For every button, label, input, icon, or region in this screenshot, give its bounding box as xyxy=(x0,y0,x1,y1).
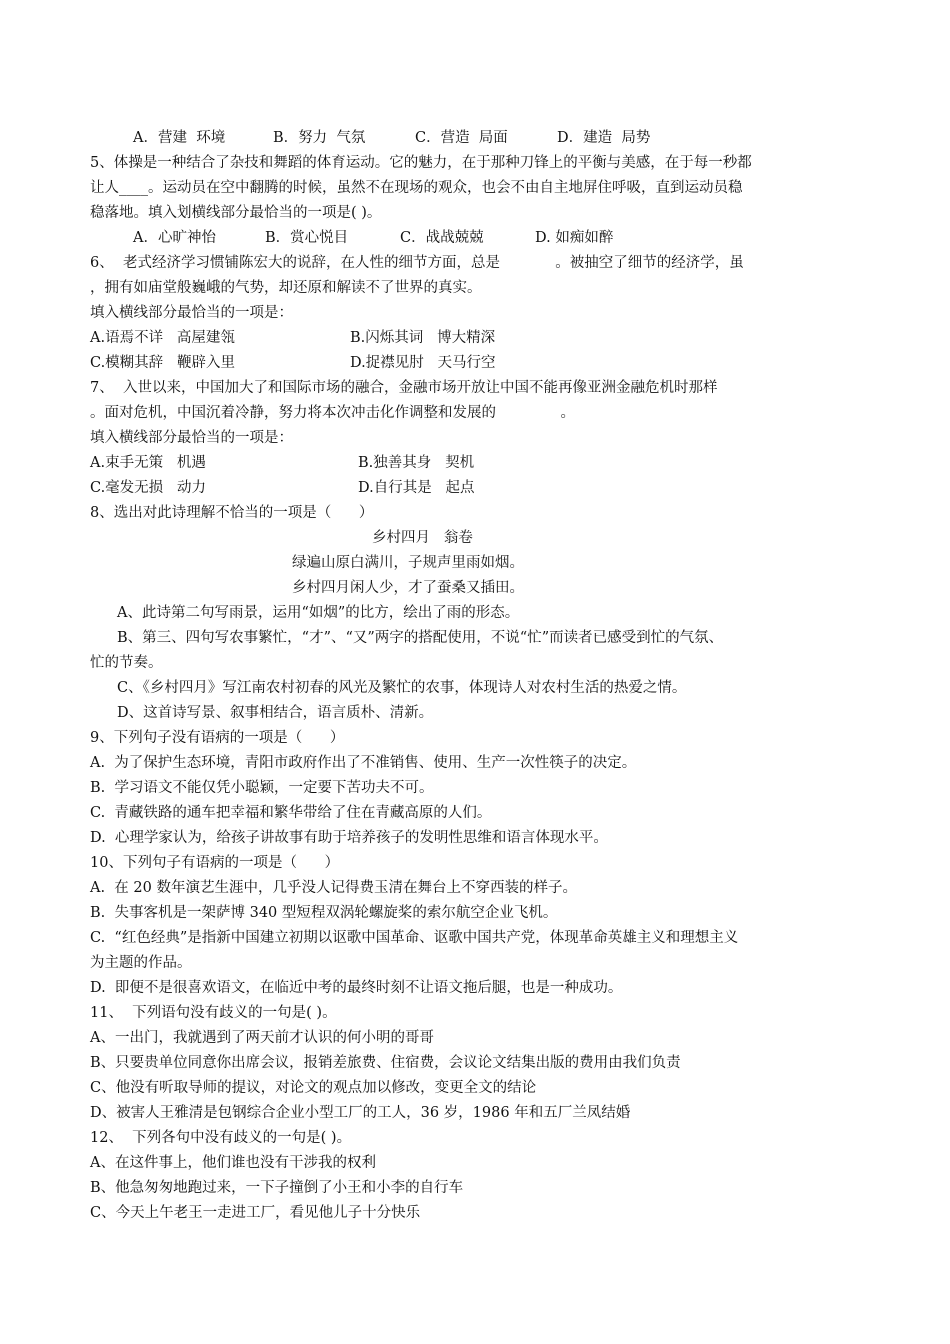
q6-prompt: 填入横线部分最恰当的一项是： xyxy=(90,305,293,321)
q5-options xyxy=(0,228,950,248)
q5-line-1: 5、体操是一种结合了杂技和舞蹈的体育运动。它的魅力，在于那种刀锋上的平衡与美感，在于每一秒都 xyxy=(90,155,752,171)
q11-option-b: B、只要贵单位同意你出席会议，报销差旅费、住宿费，会议论文结集出版的费用由我们负责 xyxy=(90,1055,681,1071)
q12-option-c: C、今天上午老王一走进工厂，看见他儿子十分快乐 xyxy=(90,1205,421,1221)
q8-option-b-line-2: 忙的节奏。 xyxy=(90,655,163,671)
q9-stem: 9、下列句子没有语病的一项是（ ） xyxy=(90,730,345,746)
q7-option-c: C.毫发无损 动力 xyxy=(90,480,207,496)
q10-option-c-line-2: 为主题的作品。 xyxy=(90,955,192,971)
q12-option-a: A、在这件事上，他们谁也没有干涉我的权利 xyxy=(90,1155,376,1171)
q12-stem: 12、 下列各句中没有歧义的一句是( )。 xyxy=(90,1130,352,1146)
q5-line-2: 让人____。运动员在空中翻腾的时候，虽然不在现场的观众，也会不由自主地屏住呼吸，直到运动员稳 xyxy=(90,180,743,196)
q7-option-a: A.束手无策 机遇 xyxy=(90,455,206,471)
q5-option-c: C．战战兢兢 xyxy=(400,230,484,246)
q6-line-1: 6、 老式经济学习惯铺陈宏大的说辞，在人性的细节方面，总是 。被抽空了细节的经济学，虽 xyxy=(90,255,744,271)
q8-option-c: C、《乡村四月》写江南农村初春的风光及繁忙的农事，体现诗人对农村生活的热爱之情。 xyxy=(117,680,687,696)
q6-option-c: C.模糊其辞 鞭辟入里 xyxy=(90,355,236,371)
q11-option-c: C、他没有听取导师的提议，对论文的观点加以修改，变更全文的结论 xyxy=(90,1080,537,1096)
q9-option-a: A. 为了保护生态环境，青阳市政府作出了不准销售、使用、生产一次性筷子的决定。 xyxy=(90,755,637,771)
q10-stem: 10、下列句子有语病的一项是（ ） xyxy=(90,855,340,871)
q8-option-d: D、这首诗写景、叙事相结合，语言质朴、清新。 xyxy=(117,705,434,721)
poem-title: 乡村四月 翁卷 xyxy=(372,530,473,546)
q5-option-b: B．赏心悦目 xyxy=(265,230,349,246)
q7-prompt: 填入横线部分最恰当的一项是： xyxy=(90,430,293,446)
q9-option-c: C. 青藏铁路的通车把幸福和繁华带给了住在青藏高原的人们。 xyxy=(90,805,492,821)
q7-line-1: 7、 入世以来，中国加大了和国际市场的融合，金融市场开放让中国不能再像亚洲金融危机时那样 xyxy=(90,380,718,396)
q9-option-b: B. 学习语文不能仅凭小聪颖，一定要下苦功夫不可。 xyxy=(90,780,434,796)
q5-option-d: D. 如痴如醉 xyxy=(535,230,614,246)
q4-option-a: A．营建 环境 xyxy=(133,130,226,146)
q6-option-b: B.闪烁其词 博大精深 xyxy=(350,330,496,346)
q8-option-a: A、此诗第二句写雨景，运用“如烟”的比方，绘出了雨的形态。 xyxy=(117,605,520,621)
q10-option-a: A. 在 20 数年演艺生涯中，几乎没人记得费玉清在舞台上不穿西装的样子。 xyxy=(90,880,577,896)
q11-option-d: D、被害人王雅清是包钢综合企业小型工厂的工人，36 岁，1986 年和五厂兰凤结婚 xyxy=(90,1105,631,1121)
q5-line-3: 稳落地。填入划横线部分最恰当的一项是( )。 xyxy=(90,205,382,221)
q6-option-d: D.捉襟见肘 天马行空 xyxy=(350,355,496,371)
q10-option-d: D. 即便不是很喜欢语文，在临近中考的最终时刻不让语文拖后腿，也是一种成功。 xyxy=(90,980,623,996)
q6-line-2: ，拥有如庙堂般巍峨的气势，却还原和解读不了世界的真实。 xyxy=(90,280,482,296)
q7-option-d: D.自行其是 起点 xyxy=(358,480,475,496)
q7-option-b: B.独善其身 契机 xyxy=(358,455,475,471)
q11-option-a: A、一出门，我就遇到了两天前才认识的何小明的哥哥 xyxy=(90,1030,434,1046)
q4-option-b: B．努力 气氛 xyxy=(273,130,366,146)
q11-stem: 11、 下列语句没有歧义的一句是( )。 xyxy=(90,1005,337,1021)
poem-line-2: 乡村四月闲人少，才了蚕桑又插田。 xyxy=(292,580,524,596)
q8-option-b-line-1: B、第三、四句写农事繁忙，“才”、“又”两字的搭配使用，不说“忙”而读者已感受到忙的气氛、 xyxy=(117,630,724,646)
q5-option-a: A．心旷神怡 xyxy=(133,230,216,246)
q7-line-2: 。面对危机，中国沉着冷静，努力将本次冲击化作调整和发展的 。 xyxy=(90,405,576,421)
q6-option-a: A.语焉不详 高屋建瓴 xyxy=(90,330,235,346)
q10-option-c-line-1: C. “红色经典”是指新中国建立初期以讴歌中国革命、讴歌中国共产党，体现革命英雄主义和理想主义 xyxy=(90,930,739,946)
q4-options xyxy=(0,128,950,148)
q8-stem: 8、选出对此诗理解不恰当的一项是（ ） xyxy=(90,505,374,521)
q12-option-b: B、他急匆匆地跑过来，一下子撞倒了小王和小李的自行车 xyxy=(90,1180,464,1196)
q4-option-c: C．营造 局面 xyxy=(415,130,508,146)
q9-option-d: D. 心理学家认为，给孩子讲故事有助于培养孩子的发明性思维和语言体现水平。 xyxy=(90,830,608,846)
poem-line-1: 绿遍山原白满川，子规声里雨如烟。 xyxy=(292,555,524,571)
q10-option-b: B. 失事客机是一架萨博 340 型短程双涡轮螺旋桨的索尔航空企业飞机。 xyxy=(90,905,558,921)
q4-option-d: D．建造 局势 xyxy=(557,130,651,146)
